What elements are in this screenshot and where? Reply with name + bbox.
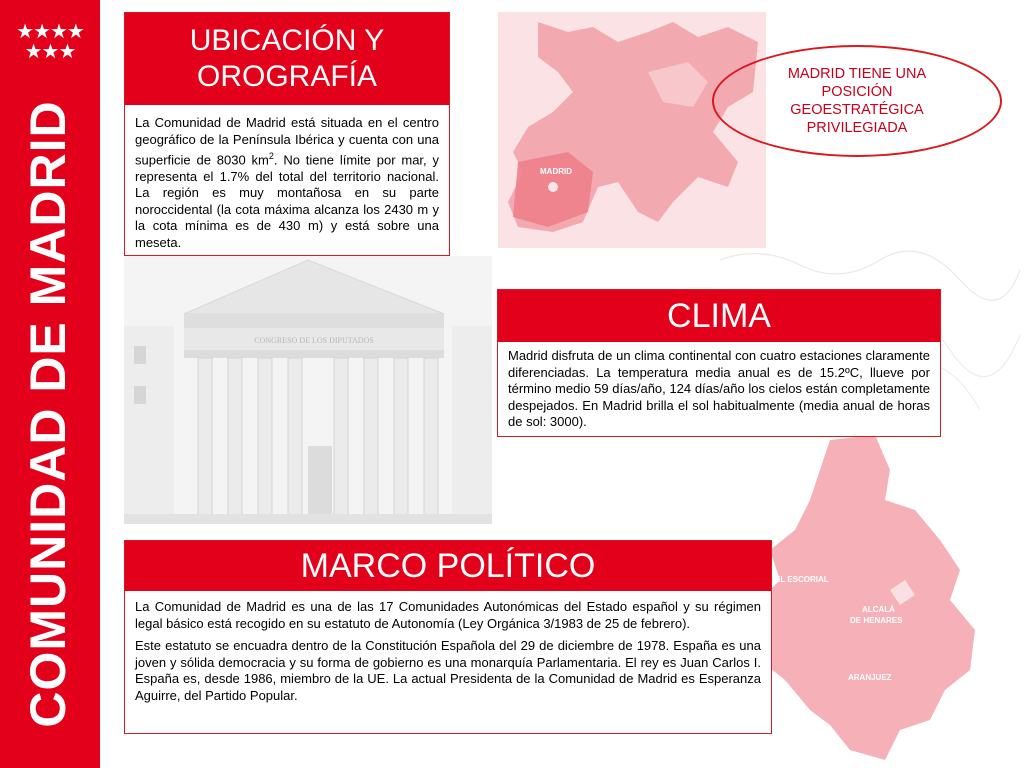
congreso-inscription: CONGRESO DE LOS DIPUTADOS [254,336,374,345]
ubicacion-body [125,105,449,257]
marco-heading: MARCO POLÍTICO [125,541,771,591]
ubicacion-orografia-section [124,12,450,256]
europe-map-label: MADRID [540,167,572,176]
clima-heading: CLIMA [498,290,940,342]
ubicacion-heading: UBICACIÓN Y OROGRAFÍA [125,13,449,105]
map-label-el-escorial: EL ESCORIAL [775,575,829,584]
superscript-2: 2 [268,151,274,161]
geostrategic-callout-text: MADRID TIENE UNA POSICIÓN GEOESTRATÉGICA PRIVILEGIADA [787,66,927,136]
vertical-title: COMUNIDAD DE MADRID [20,100,76,728]
map-label-de-henares: DE HENARES [850,616,903,625]
marco-paragraph-2: Este estatuto se encuadra dentro de la Constitución Española del 29 de diciembre de 1978. España es una joven y sólida democracia y su forma de gobierno es una monarquía Parlamentaria. El rey es Juan Carlos I. España es, desde 1986, miembro de la UE. La actual Presidenta de la Comunidad de Madrid es Esperanza Aguirre, del Partido Popular. [135,638,761,703]
marco-politico-section [124,540,772,734]
marco-paragraph-1: La Comunidad de Madrid es una de las 17 Comunidades Autonómicas del Estado español y su régimen legal básico está recogido en su estatuto de Autonomía (Ley Orgánica 3/1983 de 25 de febrero). [135,599,761,631]
ubicacion-text-part1: La Comunidad de Madrid está situada en el centro geográfico de la Península Ibérica y cuenta con una superficie de 8030 km [135,115,439,168]
congreso-building-image [124,256,492,524]
map-label-alcala: ALCALÁ [862,605,895,614]
map-label-aranjuez: ARANJUEZ [848,673,892,682]
madrid-flag-stars-icon: ★★★★ ★★★ [16,21,84,63]
marco-body [125,591,771,710]
clima-body [498,342,940,437]
ubicacion-text-part2: . No tiene límite por mar, y representa el 1.7% del total del territorio nacional. La región es muy montañosa en su parte noroccidental (la cota máxima alcanza los 2430 m y la cota mínima es de 430 m) y está sobre una meseta. [135,152,439,250]
sidebar [0,0,100,768]
clima-text: Madrid disfruta de un clima continental con cuatro estaciones claramente diferenciadas. La temperatura media anual es de 15.2ºC, llueve por término medio 59 días/año, 124 días/año los cielos están completamente despejados. En Madrid brilla el sol habitualmente (media anual de horas de sol: 3000). [508,348,930,429]
clima-section [497,289,941,437]
geostrategic-callout [712,45,1002,157]
europe-map-image [498,12,766,248]
